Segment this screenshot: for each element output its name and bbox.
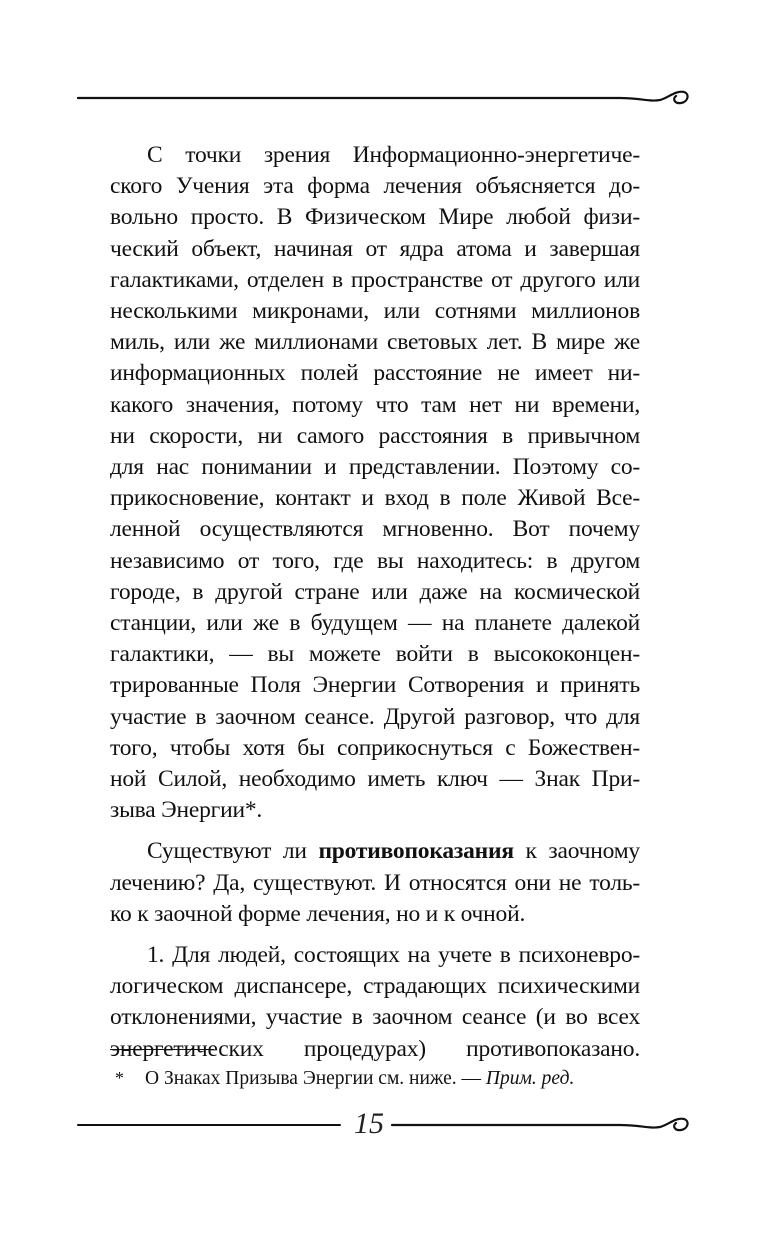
text-line: отклонениями, участие в заочном сеансе (и во всех bbox=[110, 1004, 640, 1031]
footnote-separator bbox=[110, 1049, 214, 1050]
footnote-text: О Знаках Призыва Энергии см. ниже. — bbox=[145, 1068, 486, 1089]
text-line: для нас понимании и представлении. Поэтому со- bbox=[110, 454, 640, 481]
footnote-mark: * bbox=[115, 1068, 124, 1088]
text-line: ной Силой, необходимо иметь ключ — Знак При- bbox=[110, 766, 640, 793]
paragraph-spacer bbox=[110, 826, 640, 836]
page-number: 15 bbox=[354, 1107, 384, 1140]
footnote bbox=[115, 1066, 574, 1091]
body-text bbox=[110, 140, 640, 1065]
text-line: энергетических процедурах) противопоказано. bbox=[110, 1035, 640, 1062]
text-line: независимо от того, где вы находитесь: в другом bbox=[110, 547, 640, 574]
text-line: городе, в другой стране или даже на космической bbox=[110, 578, 640, 605]
text-line: логическом диспансере, страдающих психическими bbox=[110, 973, 640, 1000]
paragraph-2 bbox=[110, 836, 640, 930]
text-line: несколькими микронами, или сотнями миллионов bbox=[110, 298, 640, 325]
text-line: 1. Для людей, состоящих на учете в психоневро- bbox=[147, 942, 640, 969]
text-run: Существуют ли bbox=[147, 838, 319, 865]
text-line: трированные Поля Энергии Сотворения и принять bbox=[110, 672, 640, 699]
text-line: ни скорости, ни самого расстояния в привычном bbox=[110, 422, 640, 449]
text-line: информационных полей расстояние не имеет ни- bbox=[110, 360, 640, 387]
text-line: какого значения, потому что там нет ни времени, bbox=[110, 391, 640, 418]
top-ornament-rule bbox=[0, 78, 768, 118]
text-run: к заочному bbox=[513, 838, 640, 865]
text-line: ленной осуществляются мгновенно. Вот почему bbox=[110, 516, 640, 543]
text-line: С точки зрения Информационно-энергетиче- bbox=[147, 142, 640, 168]
text-line: зыва Энергии*. bbox=[110, 797, 263, 824]
text-line: ко к заочной форме лечения, но и к очной. bbox=[110, 900, 526, 927]
text-line: лечению? Да, существуют. И относятся они не толь- bbox=[110, 869, 640, 896]
text-line: того, чтобы хотя бы соприкоснуться с Божествен- bbox=[110, 734, 640, 761]
paragraph-1 bbox=[110, 140, 640, 826]
footnote-editor-note: Прим. ред. bbox=[485, 1068, 575, 1089]
text-line: ческий объект, начиная от ядра атома и завершая bbox=[110, 235, 640, 262]
text-line: участие в заочном сеансе. Другой разговор, что для bbox=[110, 703, 640, 730]
text-line: галактики, — вы можете войти в высококонцен- bbox=[110, 641, 640, 668]
text-line: галактиками, отделен в пространстве от другого или bbox=[110, 266, 640, 293]
text-line: миль, или же миллионами световых лет. В мире же bbox=[110, 329, 640, 356]
text-line: прикосновение, контакт и вход в поле Живой Все- bbox=[110, 485, 640, 512]
paragraph-spacer bbox=[110, 930, 640, 940]
bold-term: противопоказания bbox=[318, 838, 514, 865]
text-line: ского Учения эта форма лечения объясняется до- bbox=[110, 173, 640, 200]
text-line: вольно просто. В Физическом Мире любой физи- bbox=[110, 204, 640, 231]
text-line: станции, или же в будущем — на планете далекой bbox=[110, 610, 640, 637]
text-line bbox=[110, 836, 640, 867]
paragraph-3 bbox=[110, 940, 640, 1065]
